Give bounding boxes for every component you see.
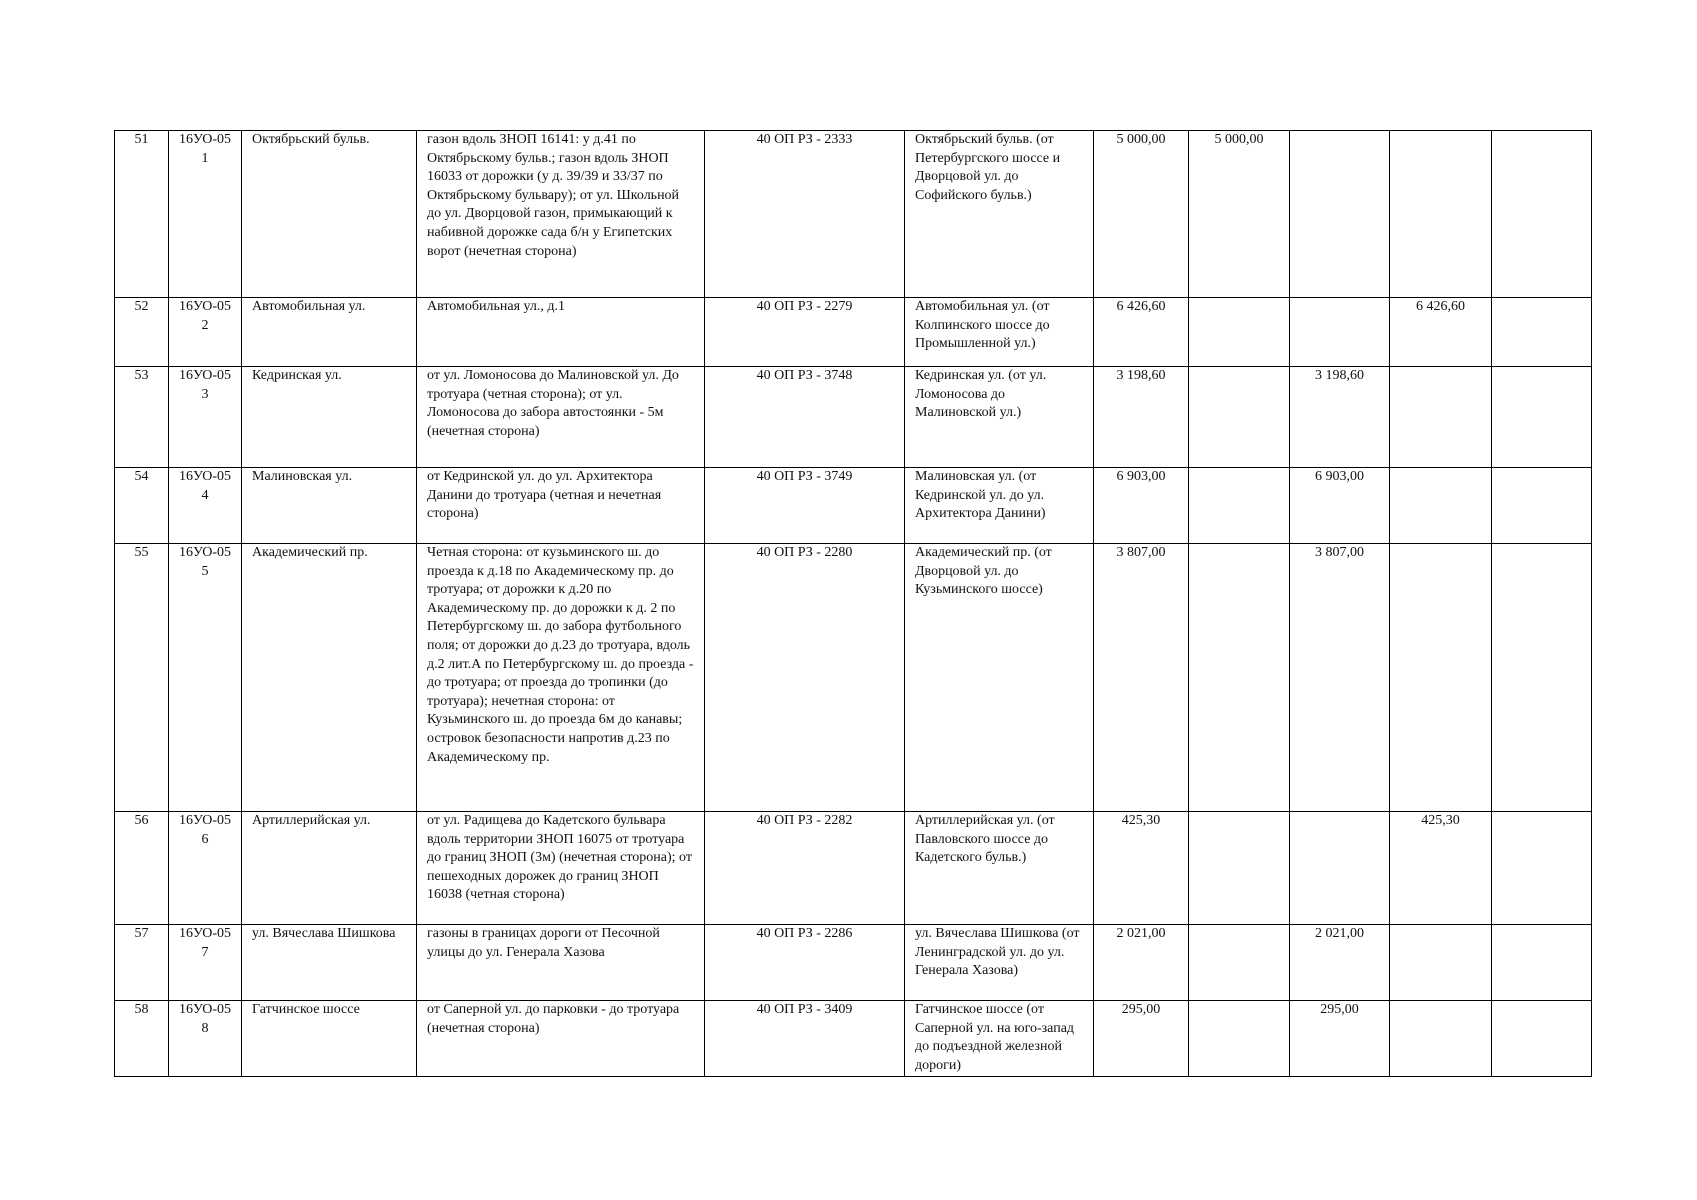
object-code: 16УО-056 [169, 812, 242, 925]
table-row [115, 544, 1592, 812]
table-row [115, 367, 1592, 468]
area-description: от Саперной ул. до парковки - до тротуара (нечетная сторона) [417, 1001, 705, 1077]
table-row [115, 925, 1592, 1001]
area-col-3: 6 426,60 [1390, 298, 1492, 367]
road-id: 40 ОП РЗ - 3748 [705, 367, 905, 468]
row-number: 57 [115, 925, 169, 1001]
street-name: ул. Вячеслава Шишкова [242, 925, 417, 1001]
object-code: 16УО-055 [169, 544, 242, 812]
road-id: 40 ОП РЗ - 2333 [705, 131, 905, 298]
street-name: Октябрьский бульв. [242, 131, 417, 298]
road-section: Гатчинское шоссе (от Саперной ул. на юго-запад до подъездной железной дороги) [905, 1001, 1094, 1077]
area-col-4 [1492, 812, 1592, 925]
area-col-2 [1290, 812, 1390, 925]
street-name: Автомобильная ул. [242, 298, 417, 367]
object-code: 16УО-057 [169, 925, 242, 1001]
area-total: 425,30 [1094, 812, 1189, 925]
area-total: 6 903,00 [1094, 468, 1189, 544]
area-description: от Кедринской ул. до ул. Архитектора Данини до тротуара (четная и нечетная сторона) [417, 468, 705, 544]
area-col-1: 5 000,00 [1189, 131, 1290, 298]
area-total: 3 807,00 [1094, 544, 1189, 812]
object-code: 16УО-053 [169, 367, 242, 468]
area-col-2: 6 903,00 [1290, 468, 1390, 544]
area-col-3 [1390, 131, 1492, 298]
road-section: Артиллерийская ул. (от Павловского шоссе до Кадетского бульв.) [905, 812, 1094, 925]
area-total: 3 198,60 [1094, 367, 1189, 468]
table-body [115, 131, 1592, 1077]
area-col-4 [1492, 925, 1592, 1001]
road-section: Малиновская ул. (от Кедринской ул. до ул. Архитектора Данини) [905, 468, 1094, 544]
area-total: 2 021,00 [1094, 925, 1189, 1001]
area-col-4 [1492, 367, 1592, 468]
area-col-2: 2 021,00 [1290, 925, 1390, 1001]
area-col-2 [1290, 298, 1390, 367]
area-col-1 [1189, 367, 1290, 468]
area-col-1 [1189, 1001, 1290, 1077]
area-col-1 [1189, 812, 1290, 925]
road-id: 40 ОП РЗ - 2282 [705, 812, 905, 925]
area-description: газон вдоль ЗНОП 16141: у д.41 по Октябрьскому бульв.; газон вдоль ЗНОП 16033 от дорожки (у д. 39/39 и 33/37 по Октябрьскому бульвару); от ул. Школьной до ул. Дворцовой газон, примыкающий к набивной дорожке сада б/н у Египетских ворот (нечетная сторона) [417, 131, 705, 298]
area-description: газоны в границах дороги от Песочной улицы до ул. Генерала Хазова [417, 925, 705, 1001]
area-description: Четная сторона: от кузьминского ш. до проезда к д.18 по Академическому пр. до тротуара; от дорожки к д.20 по Академическому пр. до дорожки к д. 2 по Петербургскому ш. до забора футбольного поля; от дорожки до д.23 до тротуара, вдоль д.2 лит.А по Петербургскому ш. до проезда - до тротуара; от проезда до тропинки (до тротуара); нечетная сторона: от Кузьминского ш. до проезда 6м до канавы; островок безопасности напротив д.23 по Академическому пр. [417, 544, 705, 812]
area-total: 295,00 [1094, 1001, 1189, 1077]
area-col-3 [1390, 925, 1492, 1001]
area-col-2: 3 807,00 [1290, 544, 1390, 812]
street-name: Малиновская ул. [242, 468, 417, 544]
area-col-4 [1492, 131, 1592, 298]
table-row [115, 1001, 1592, 1077]
road-section: Октябрьский бульв. (от Петербургского шоссе и Дворцовой ул. до Софийского бульв.) [905, 131, 1094, 298]
street-name: Кедринская ул. [242, 367, 417, 468]
object-code: 16УО-051 [169, 131, 242, 298]
road-section: ул. Вячеслава Шишкова (от Ленинградской ул. до ул. Генерала Хазова) [905, 925, 1094, 1001]
row-number: 58 [115, 1001, 169, 1077]
registry-table [114, 130, 1592, 1077]
table-row [115, 131, 1592, 298]
area-total: 6 426,60 [1094, 298, 1189, 367]
area-total: 5 000,00 [1094, 131, 1189, 298]
road-section: Автомобильная ул. (от Колпинского шоссе до Промышленной ул.) [905, 298, 1094, 367]
street-name: Академический пр. [242, 544, 417, 812]
area-col-1 [1189, 544, 1290, 812]
street-name: Артиллерийская ул. [242, 812, 417, 925]
road-id: 40 ОП РЗ - 3749 [705, 468, 905, 544]
area-col-2: 295,00 [1290, 1001, 1390, 1077]
object-code: 16УО-052 [169, 298, 242, 367]
road-id: 40 ОП РЗ - 2279 [705, 298, 905, 367]
row-number: 53 [115, 367, 169, 468]
road-id: 40 ОП РЗ - 2286 [705, 925, 905, 1001]
row-number: 51 [115, 131, 169, 298]
row-number: 56 [115, 812, 169, 925]
area-col-1 [1189, 925, 1290, 1001]
object-code: 16УО-058 [169, 1001, 242, 1077]
area-col-1 [1189, 468, 1290, 544]
area-col-4 [1492, 298, 1592, 367]
row-number: 52 [115, 298, 169, 367]
area-col-4 [1492, 1001, 1592, 1077]
area-col-3 [1390, 367, 1492, 468]
road-id: 40 ОП РЗ - 2280 [705, 544, 905, 812]
area-col-3 [1390, 544, 1492, 812]
area-col-3 [1390, 468, 1492, 544]
row-number: 55 [115, 544, 169, 812]
area-col-3: 425,30 [1390, 812, 1492, 925]
area-col-2: 3 198,60 [1290, 367, 1390, 468]
area-col-1 [1189, 298, 1290, 367]
row-number: 54 [115, 468, 169, 544]
area-col-3 [1390, 1001, 1492, 1077]
street-name: Гатчинское шоссе [242, 1001, 417, 1077]
table-row [115, 298, 1592, 367]
area-col-2 [1290, 131, 1390, 298]
area-description: от ул. Радищева до Кадетского бульвара вдоль территории ЗНОП 16075 от тротуара до границ ЗНОП (3м) (нечетная сторона); от пешеходных дорожек до границ ЗНОП 16038 (четная сторона) [417, 812, 705, 925]
road-section: Академический пр. (от Дворцовой ул. до Кузьминского шоссе) [905, 544, 1094, 812]
area-description: Автомобильная ул., д.1 [417, 298, 705, 367]
object-code: 16УО-054 [169, 468, 242, 544]
road-id: 40 ОП РЗ - 3409 [705, 1001, 905, 1077]
area-col-4 [1492, 468, 1592, 544]
area-col-4 [1492, 544, 1592, 812]
area-description: от ул. Ломоносова до Малиновской ул. До тротуара (четная сторона); от ул. Ломоносова до забора автостоянки - 5м (нечетная сторона) [417, 367, 705, 468]
road-section: Кедринская ул. (от ул. Ломоносова до Малиновской ул.) [905, 367, 1094, 468]
table-row [115, 812, 1592, 925]
table-row [115, 468, 1592, 544]
